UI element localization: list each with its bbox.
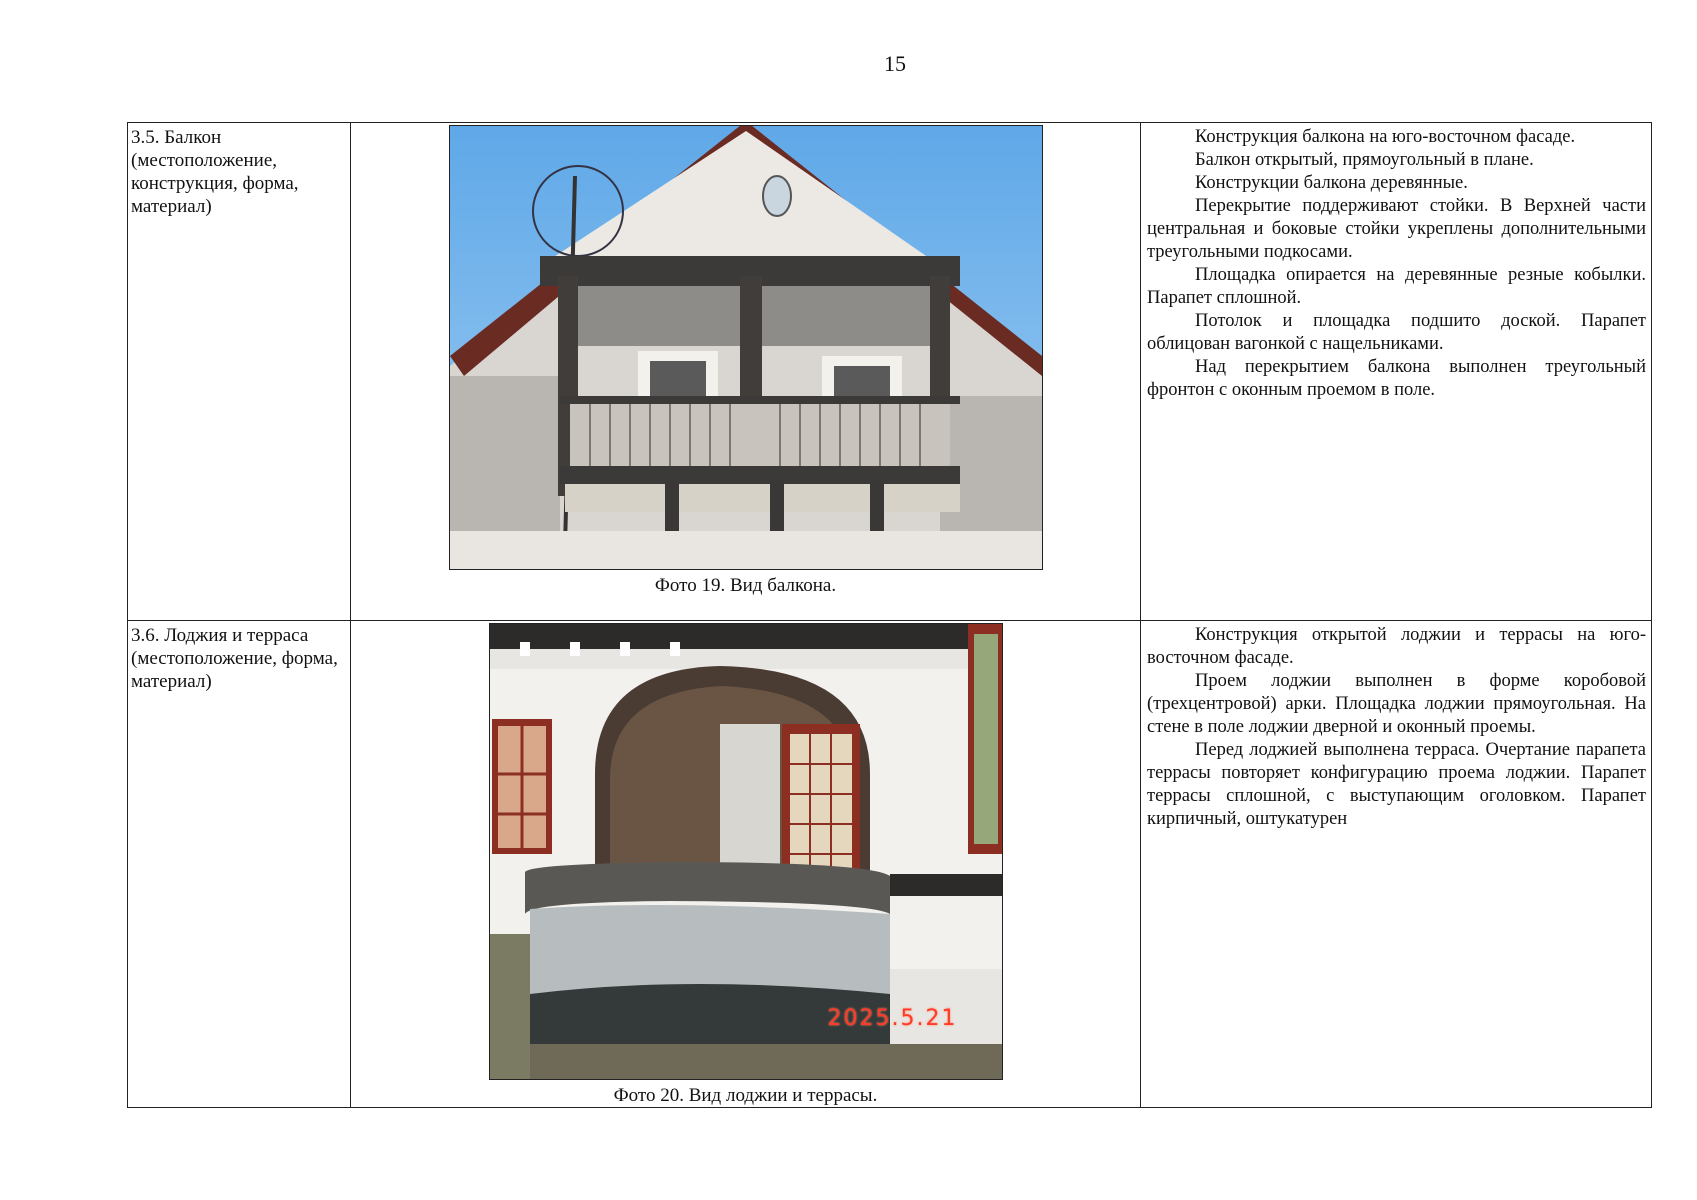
- inspection-table: [127, 122, 1652, 1108]
- balcony-photo: [449, 125, 1043, 570]
- description-paragraph: Площадка опирается на деревянные резные кобылки. Парапет сплошной.: [1147, 265, 1646, 308]
- description-paragraph: Конструкции балкона деревянные.: [1195, 173, 1468, 193]
- description-paragraph: Перекрытие поддерживают стойки. В Верхней части центральная и боковые стойки укреплены дополнительными треугольными подкосами.: [1147, 196, 1646, 262]
- photo-cell: [351, 621, 1141, 1108]
- description-text: [1141, 621, 1651, 831]
- table-row-balcony: [128, 123, 1652, 621]
- photo-caption: Фото 19. Вид балкона.: [654, 575, 837, 596]
- photo-date-stamp: 2025.5.21: [827, 1006, 958, 1031]
- description-cell: [1141, 621, 1652, 1108]
- row-label-cell: [128, 621, 351, 1108]
- description-paragraph: Конструкция балкона на юго-восточном фасаде.: [1195, 127, 1576, 147]
- description-paragraph: Конструкция открытой лоджии и террасы на юго-восточном фасаде.: [1147, 625, 1646, 668]
- description-paragraph: Потолок и площадка подшито доской. Парапет облицован вагонкой с нащельниками.: [1147, 311, 1646, 354]
- row-label-cell: [128, 123, 351, 621]
- description-text: [1141, 123, 1651, 402]
- row-label: 3.5. Балкон (местоположение, конструкция, форма, материал): [131, 127, 299, 217]
- table-row-loggia: [128, 621, 1652, 1108]
- page-number: 15: [884, 51, 906, 76]
- photo-caption: Фото 20. Вид лоджии и террасы.: [613, 1085, 878, 1106]
- description-paragraph: Над перекрытием балкона выполнен треугольный фронтон с оконным проемом в поле.: [1147, 357, 1646, 400]
- description-paragraph: Проем лоджии выполнен в форме коробовой (трехцентровой) арки. Площадка лоджии прямоугольная. На стене в поле лоджии дверной и оконный проемы.: [1147, 671, 1646, 737]
- description-paragraph: Перед лоджией выполнена терраса. Очертание парапета террасы повторяет конфигурацию проема лоджии. Парапет террасы сплошной, с выступающим оголовком. Парапет кирпичный, оштукатурен: [1147, 740, 1646, 829]
- loggia-photo: [489, 623, 1003, 1080]
- description-cell: [1141, 123, 1652, 621]
- description-paragraph: Балкон открытый, прямоугольный в плане.: [1195, 150, 1534, 170]
- photo-cell: [351, 123, 1141, 621]
- row-label: 3.6. Лоджия и терраса (местоположение, форма, материал): [131, 625, 338, 692]
